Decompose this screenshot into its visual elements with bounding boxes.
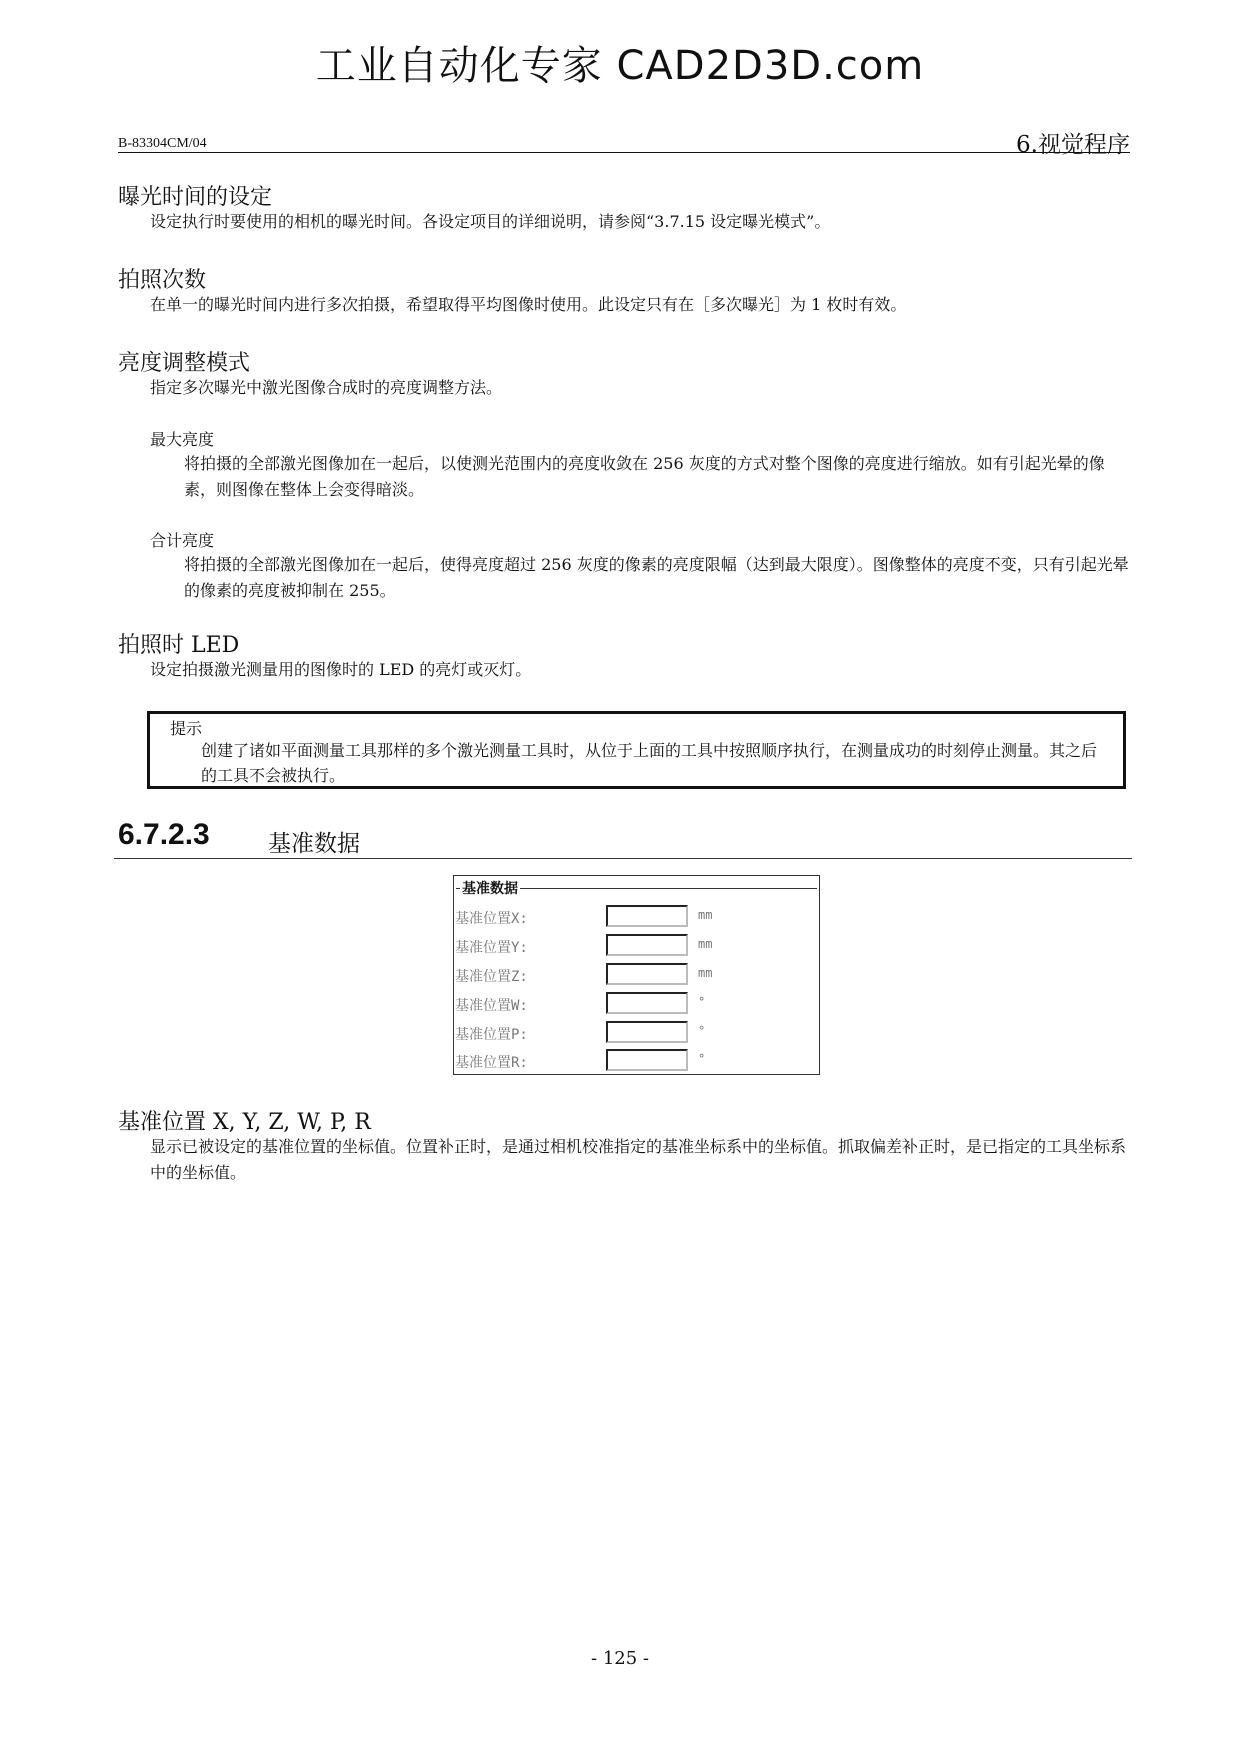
brightness-mode-text: 指定多次曝光中激光图像合成时的亮度调整方法。 <box>150 378 503 397</box>
ref-z-label: 基准位置Z: <box>455 969 528 985</box>
led-text: 设定拍摄激光测量用的图像时的 LED 的亮灯或灭灯。 <box>150 660 532 679</box>
ref-w-input[interactable] <box>606 992 688 1014</box>
max-brightness-text: 将拍摄的全部激光图像加在一起后，以使测光范围内的亮度收敛在 256 灰度的方式对整个图像的亮度进行缩放。如有引起光晕的像素，则图像在整体上会变得暗淡。 <box>184 454 1105 499</box>
ref-y-label: 基准位置Y: <box>455 940 528 956</box>
panel-row-p <box>454 1021 794 1049</box>
panel-title: 基准数据 <box>460 878 520 898</box>
watermark-text: 工业自动化专家 CAD2D3D.com <box>315 43 925 89</box>
ref-r-unit: ° <box>698 1052 706 1066</box>
sum-brightness-text: 将拍摄的全部激光图像加在一起后，使得亮度超过 256 灰度的像素的亮度限幅（达到最大限度）。图像整体的亮度不变，只有引起光晕的像素的亮度被抑制在 255。 <box>184 555 1129 600</box>
ref-position-text: 显示已被设定的基准位置的坐标值。位置补正时，是通过相机校准指定的基准坐标系中的坐标值。抓取偏差补正时，是已指定的工具坐标系中的坐标值。 <box>150 1137 1127 1182</box>
exposure-time-heading: 曝光时间的设定 <box>118 185 273 210</box>
ref-x-label: 基准位置X: <box>455 911 528 927</box>
ref-w-unit: ° <box>698 995 706 1009</box>
brightness-mode-heading: 亮度调整模式 <box>118 351 251 376</box>
panel-row-y <box>454 934 794 962</box>
ref-p-input[interactable] <box>606 1021 688 1043</box>
ref-y-unit: mm <box>698 937 713 951</box>
ref-z-unit: mm <box>698 966 713 980</box>
ref-position-heading: 基准位置 X, Y, Z, W, P, R <box>118 1110 371 1135</box>
ref-p-label: 基准位置P: <box>455 1027 528 1043</box>
ref-y-input[interactable] <box>606 934 688 956</box>
max-brightness-subheading: 最大亮度 <box>150 430 215 449</box>
panel-row-w <box>454 992 794 1020</box>
ref-x-input[interactable] <box>606 905 688 927</box>
ref-z-input[interactable] <box>606 963 688 985</box>
ref-p-unit: ° <box>698 1024 706 1038</box>
section-number: 6.7.2.3 <box>118 818 210 851</box>
panel-row-x <box>454 905 794 933</box>
document-code: B-83304CM/04 <box>118 136 207 151</box>
section-title: 基准数据 <box>268 831 360 857</box>
panel-row-z <box>454 963 794 991</box>
note-title: 提示 <box>170 719 203 738</box>
sum-brightness-subheading: 合计亮度 <box>150 531 215 550</box>
section-divider <box>114 858 1132 859</box>
ref-r-input[interactable] <box>606 1049 688 1071</box>
chapter-title: 6.视觉程序 <box>1016 132 1130 158</box>
shot-count-heading: 拍照次数 <box>118 268 207 293</box>
ref-x-unit: mm <box>698 908 713 922</box>
panel-row-r <box>454 1049 794 1077</box>
page-number: - 125 - <box>591 1648 649 1669</box>
ref-r-label: 基准位置R: <box>455 1055 528 1071</box>
led-heading: 拍照时 LED <box>118 633 240 658</box>
note-text: 创建了诸如平面测量工具那样的多个激光测量工具时，从位于上面的工具中按照顺序执行，在测量成功的时刻停止测量。其之后的工具不会被执行。 <box>201 741 1098 785</box>
header-divider <box>118 152 1130 153</box>
shot-count-text: 在单一的曝光时间内进行多次拍摄，希望取得平均图像时使用。此设定只有在［多次曝光］为 1 枚时有效。 <box>150 295 907 314</box>
exposure-time-text: 设定执行时要使用的相机的曝光时间。各设定项目的详细说明，请参阅“3.7.15 设定曝光模式”。 <box>150 212 831 231</box>
ref-w-label: 基准位置W: <box>455 998 528 1014</box>
